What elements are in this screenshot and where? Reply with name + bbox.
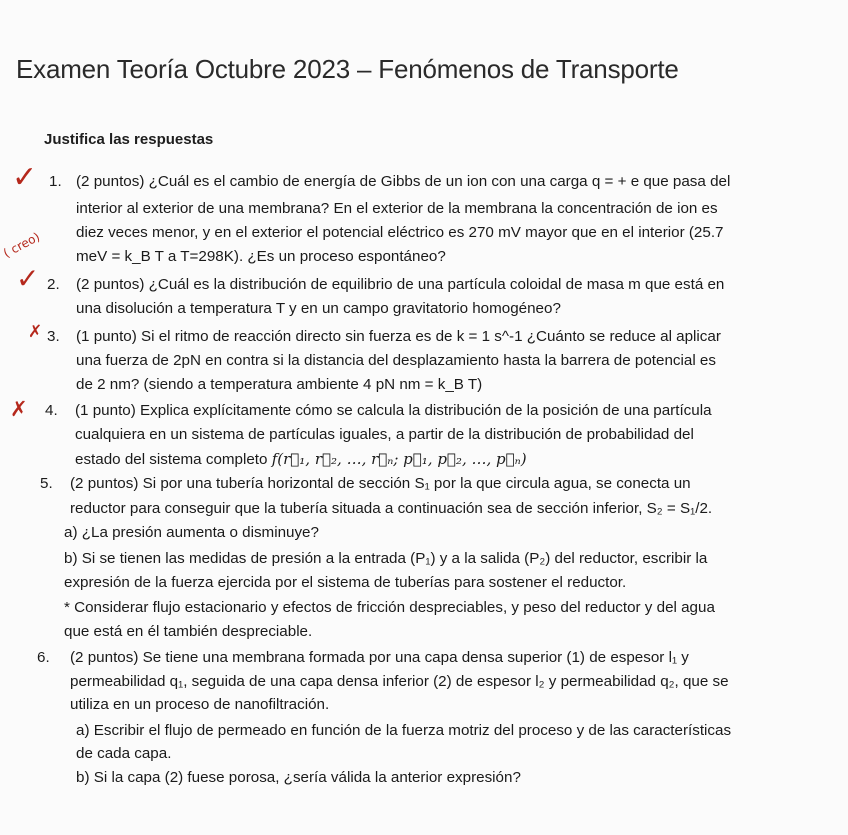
question-line: de cada capa. (76, 745, 172, 762)
question-line: cualquiera en un sistema de partículas iguales, a partir de la distribución de probabilidad del (75, 426, 694, 443)
question-number: 6. (37, 649, 50, 666)
formula: f(r⃗₁, r⃗₂, …, r⃗ₙ; p⃗₁, p⃗₂, …, p⃗ₙ) (271, 450, 527, 468)
question-line: meV = k_B T a T=298K). ¿Es un proceso espontáneo? (76, 248, 446, 265)
question-line: a) Escribir el flujo de permeado en función de la fuerza motriz del proceso y de las características (76, 722, 732, 739)
question-line: (2 puntos) Si por una tubería horizontal de sección S₁ por la que circula agua, se conecta un (70, 475, 691, 492)
question-line: que está en él también despreciable. (64, 623, 313, 640)
question-number: 3. (47, 328, 60, 345)
question-line: (2 puntos) ¿Cuál es el cambio de energía de Gibbs de un ion con una carga q = + e que pasa del (76, 173, 731, 190)
question-line: b) Si la capa (2) fuese porosa, ¿sería válida la anterior expresión? (76, 769, 521, 786)
question-line: interior al exterior de una membrana? En el exterior de la membrana la concentración de ion es (76, 200, 718, 217)
question-line: (1 punto) Explica explícitamente cómo se calcula la distribución de la posición de una partícula (75, 402, 712, 419)
question-line: (2 puntos) Se tiene una membrana formada por una capa densa superior (1) de espesor l₁ y (70, 649, 689, 666)
question-line: (1 punto) Si el ritmo de reacción directo sin fuerza es de k = 1 s^-1 ¿Cuánto se reduce al aplicar (76, 328, 721, 345)
question-line: utiliza en un proceso de nanofiltración. (70, 696, 330, 713)
question-line: a) ¿La presión aumenta o disminuye? (64, 524, 319, 541)
page-title: Examen Teoría Octubre 2023 – Fenómenos de Transporte (16, 54, 679, 84)
question-line: (2 puntos) ¿Cuál es la distribución de equilibrio de una partícula coloidal de masa m que está en (76, 276, 725, 293)
check-mark-icon-q2: ✓ (16, 262, 40, 295)
cross-mark-icon-q3: ✗ (28, 322, 43, 342)
question-line: expresión de la fuerza ejercida por el sistema de tuberías para sostener el reductor. (64, 574, 627, 591)
question-line: b) Si se tienen las medidas de presión a la entrada (P₁) y a la salida (P₂) del reductor, escribir la (64, 550, 708, 567)
question-number: 4. (45, 402, 58, 419)
check-mark-icon-q1: ✓ (12, 160, 38, 195)
question-line: reductor para conseguir que la tubería situada a continuación sea de sección inferior, S₂ = S₁/2. (70, 500, 713, 517)
question-line: * Considerar flujo estacionario y efectos de fricción despreciables, y peso del reductor y del agua (64, 599, 715, 616)
question-line: permeabilidad q₁, seguida de una capa densa inferior (2) de espesor l₂ y permeabilidad q₂, que se (70, 673, 729, 690)
cross-mark-icon-q4: ✗ (10, 397, 28, 421)
instruction-heading: Justifica las respuestas (44, 131, 214, 148)
question-line: de 2 nm? (siendo a temperatura ambiente 4 pN nm = k_B T) (76, 376, 483, 393)
question-line: una disolución a temperatura T y en un campo gravitatorio homogéneo? (76, 300, 561, 317)
question-text: estado del sistema completo (75, 451, 268, 468)
question-line: diez veces menor, y en el exterior el potencial eléctrico es 270 mV mayor que en el interior (25.7 (76, 224, 724, 241)
question-line: una fuerza de 2pN en contra si la distancia del desplazamiento hasta la barrera de potencial es (76, 352, 716, 369)
question-line (75, 449, 527, 470)
question-number: 2. (47, 276, 60, 293)
handwritten-note: ( creo) (1, 229, 43, 261)
question-number: 5. (40, 475, 53, 492)
question-number: 1. (49, 173, 62, 190)
